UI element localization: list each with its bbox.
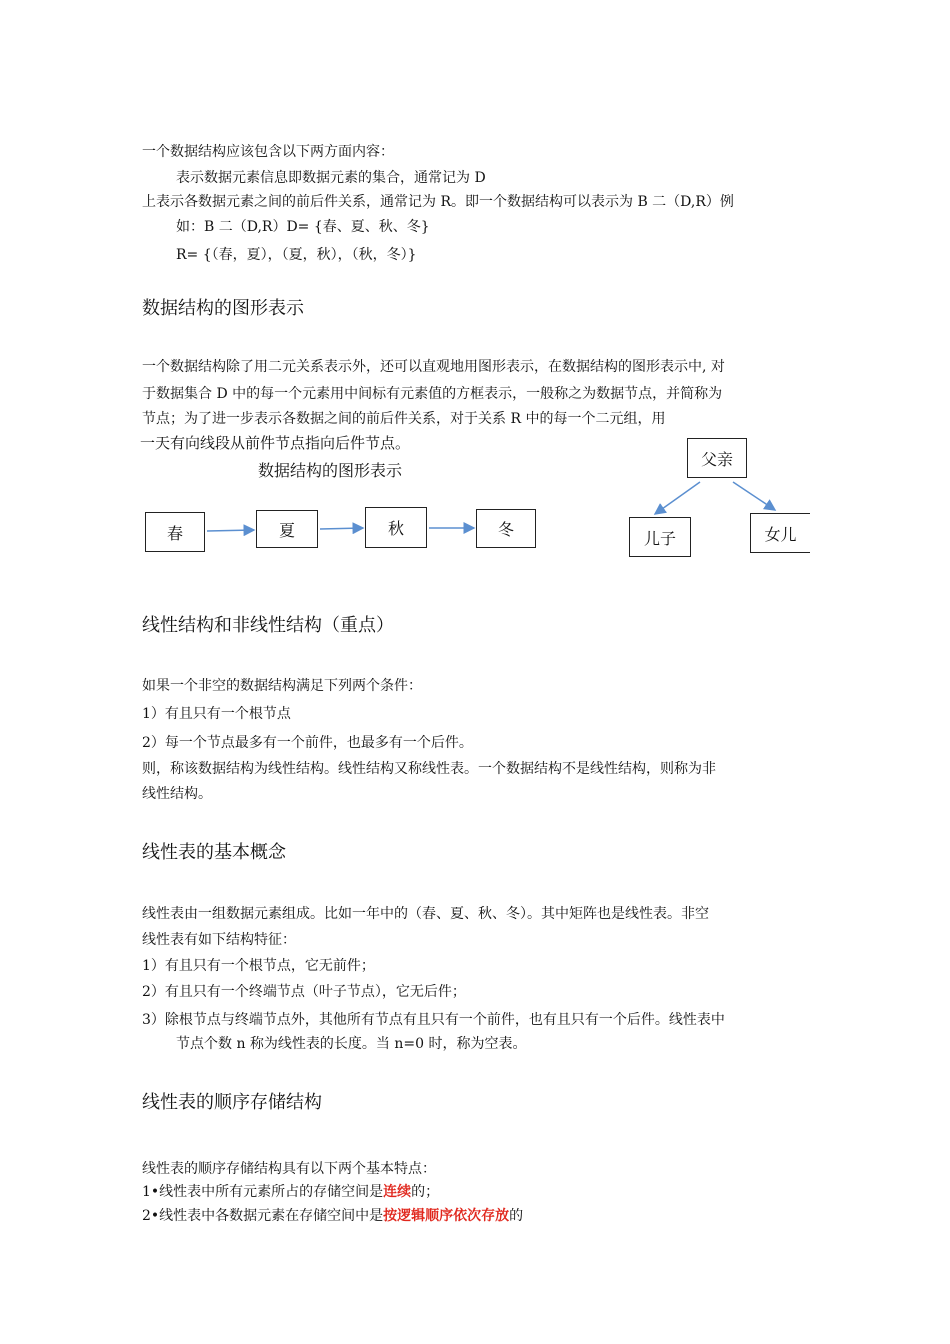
s3-item-3a: 3）除根节点与终端节点外，其他所有节点有且只有一个前件，也有且只有一个后件。线性表中 [142,1012,725,1028]
intro-line-5: R= {（春，夏），（夏，秋），（秋，冬）} [176,247,417,263]
node-winter: 冬 [476,509,536,548]
node-autumn: 秋 [365,507,427,548]
s4-item-1-text: 1•线性表中所有元素所占的存储空间是 [142,1184,384,1200]
intro-line-4: 如：B 二（D,R）D= {春、夏、秋、冬} [176,219,430,235]
s2-paragraph-2: 则，称该数据结构为线性结构。线性结构又称线性表。一个数据结构不是线性结构，则称为非 [142,761,716,777]
heading-linear-nonlinear: 线性结构和非线性结构（重点） [142,615,394,636]
intro-line-2: 表示数据元素信息即数据元素的集合，通常记为 D [176,170,486,186]
node-daughter: 女儿 [750,513,810,553]
node-father: 父亲 [687,438,747,478]
s3-paragraph-1: 线性表由一组数据元素组成。比如一年中的（春、夏、秋、冬）。其中矩阵也是线性表。非空 [142,906,709,922]
heading-linear-list-concepts: 线性表的基本概念 [142,842,286,863]
s2-paragraph-1: 如果一个非空的数据结构满足下列两个条件： [142,678,422,694]
s4-paragraph-1: 线性表的顺序存储结构具有以下两个基本特点： [142,1161,436,1177]
s2-item-1: 1）有且只有一个根节点 [142,706,291,722]
s4-item-2 [142,1206,523,1226]
s3-paragraph-2: 线性表有如下结构特征： [142,932,296,948]
s4-item-1-suffix: 的； [411,1184,440,1200]
s4-item-1 [142,1182,439,1202]
intro-line-1: 一个数据结构应该包含以下两方面内容： [142,144,394,160]
node-spring: 春 [145,512,205,552]
s3-item-1: 1）有且只有一个根节点，它无前件； [142,958,375,974]
s4-item-2-suffix: 的 [509,1208,524,1224]
s4-item-1-emphasis: 连续 [383,1184,412,1200]
diagram-title: 数据结构的图形表示 [258,461,403,480]
s3-item-2: 2）有且只有一个终端节点（叶子节点），它无后件； [142,984,466,1000]
s4-item-2-emphasis: 按逻辑顺序依次存放 [383,1208,510,1224]
heading-sequential-storage: 线性表的顺序存储结构 [142,1092,322,1113]
s2-paragraph-3: 线性结构。 [142,786,212,802]
s1-paragraph-line-1: 一个数据结构除了用二元关系表示外，还可以直观地用图形表示，在数据结构的图形表示中, 对 [142,359,725,375]
arrow-father-daughter [733,482,775,510]
node-son: 儿子 [629,517,691,557]
s4-item-2-text: 2•线性表中各数据元素在存储空间中是 [142,1208,384,1224]
arrow-spring-summer [207,530,254,531]
s2-item-2: 2）每一个节点最多有一个前件，也最多有一个后件。 [142,735,473,751]
node-summer: 夏 [256,510,318,548]
s1-paragraph-line-4: 一天有向线段从前件节点指向后件节点。 [140,434,411,452]
s3-item-3b: 节点个数 n 称为线性表的长度。当 n=0 时，称为空表。 [176,1036,527,1052]
s1-paragraph-line-2: 于数据集合 D 中的每一个元素用中间标有元素值的方框表示，一般称之为数据节点，并简称为 [142,386,723,402]
arrow-summer-autumn [320,528,363,529]
intro-line-3: 上表示各数据元素之间的前后件关系，通常记为 R。即一个数据结构可以表示为 B 二（D,R）例 [142,194,734,210]
arrow-father-son [655,482,700,514]
s1-paragraph-line-3: 节点；为了进一步表示各数据之间的前后件关系，对于关系 R 中的每一个二元组，用 [142,411,666,427]
heading-graphical-representation: 数据结构的图形表示 [142,298,304,319]
